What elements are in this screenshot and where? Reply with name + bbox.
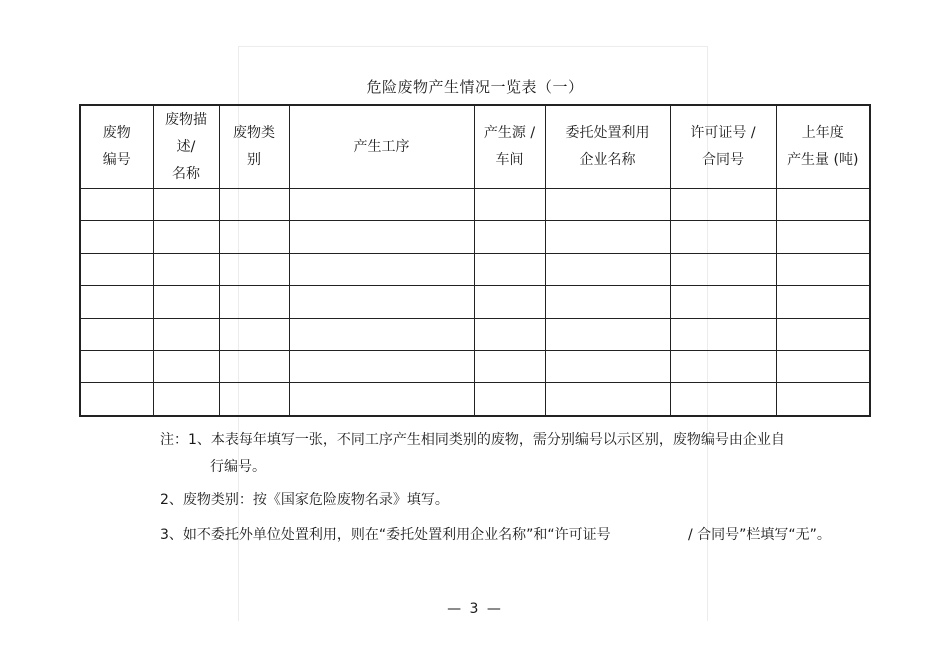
table-row [80,286,870,318]
table-cell [670,350,776,382]
table-cell [219,350,289,382]
note-1-line-2: 行编号。 [210,459,266,475]
table-cell [289,383,474,416]
table-cell [474,383,545,416]
table-cell [219,318,289,350]
table-cell [474,253,545,285]
table-cell [776,383,870,416]
table-row [80,253,870,285]
table-cell [670,221,776,253]
table-cell [153,318,219,350]
table-cell [153,286,219,318]
table-cell [545,253,670,285]
header-production-process: 产生工序 [289,105,474,189]
table-cell [289,189,474,221]
table-cell [289,350,474,382]
table-cell [80,286,153,318]
table-cell [219,253,289,285]
table-cell [219,286,289,318]
table-cell [153,383,219,416]
table-cell [153,350,219,382]
table-cell [670,383,776,416]
table-cell [776,189,870,221]
table-cell [80,350,153,382]
table-cell [153,221,219,253]
table-cell [80,383,153,416]
table-cell [80,221,153,253]
table-body [80,189,870,416]
table-row [80,350,870,382]
table-row [80,383,870,416]
table-cell [670,189,776,221]
table-cell [80,253,153,285]
table-cell [545,383,670,416]
table-cell [289,318,474,350]
table-cell [545,286,670,318]
table-cell [670,318,776,350]
table-cell [474,189,545,221]
table-cell [670,286,776,318]
header-source-workshop: 产生源 / 车间 [474,105,545,189]
header-disposal-company: 委托处置利用 企业名称 [545,105,670,189]
note-3-part-1: 3、如不委托外单位处置利用，则在“委托处置利用企业名称”和“许可证号 [160,527,611,543]
header-last-year-quantity: 上年度 产生量 (吨) [776,105,870,189]
note-3-part-2: / 合同号”栏填写“无”。 [688,527,831,543]
note-1-line-1: 注：1、本表每年填写一张，不同工序产生相同类别的废物，需分别编号以示区别，废物编号由企业自 [160,432,785,448]
table-cell [289,286,474,318]
table-cell [219,383,289,416]
page-number: — 3 — [447,601,503,617]
table-cell [776,253,870,285]
table-row [80,318,870,350]
table-cell [80,189,153,221]
table-cell [80,318,153,350]
table-cell [670,253,776,285]
table-cell [776,350,870,382]
table-cell [474,350,545,382]
header-waste-description: 废物描 述/ 名称 [153,105,219,189]
table-cell [776,221,870,253]
table-row [80,189,870,221]
table-cell [289,253,474,285]
header-waste-category: 废物类 别 [219,105,289,189]
table-cell [545,318,670,350]
table-cell [474,221,545,253]
table-cell [219,189,289,221]
table-cell [776,318,870,350]
header-waste-code: 废物 编号 [80,105,153,189]
table-cell [289,221,474,253]
table-row [80,221,870,253]
table-cell [545,221,670,253]
note-2: 2、废物类别：按《国家危险废物名录》填写。 [160,492,449,508]
table-cell [776,286,870,318]
table-cell [545,189,670,221]
table-cell [153,253,219,285]
table-header-row [80,105,870,189]
table-cell [545,350,670,382]
table-cell [474,286,545,318]
table-cell [474,318,545,350]
header-license-contract: 许可证号 / 合同号 [670,105,776,189]
table-title: 危险废物产生情况一览表（一） [366,78,584,96]
hazardous-waste-table [79,104,871,417]
table-cell [153,189,219,221]
table-cell [219,221,289,253]
